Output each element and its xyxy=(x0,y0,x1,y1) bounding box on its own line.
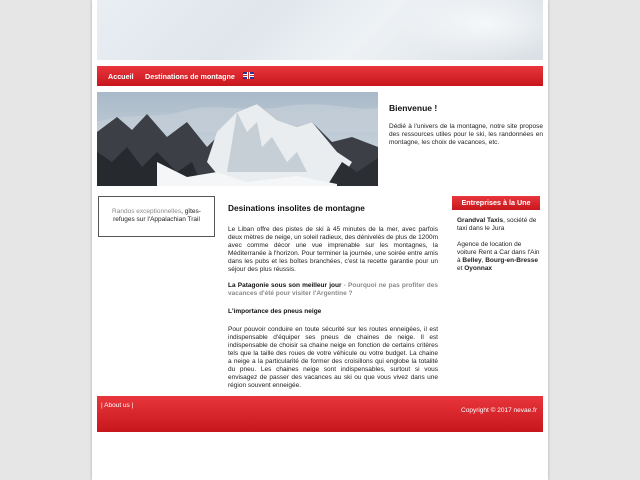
paragraph-liban: Le Liban offre des pistes de ski à 45 minutes de la mer, avec parfois deux mètres de neige, un soleil radieux, des dénivelés de plus de 1200m avec comme décor une vue imprenable sur les montagnes, la Méditerranée à l'horizon. Pour terminer la journée, une soirée entre amis dans les pubs et les boîtes branchées, c'est la recette garantie pour un séjour des plus réussis. xyxy=(228,226,438,273)
pneus-heading: L'importance des pneus neige xyxy=(228,308,322,315)
main-title: Desinations insolites de montagne xyxy=(228,203,365,213)
main-nav xyxy=(97,66,543,86)
taxis-name[interactable]: Grandval Taxis xyxy=(457,217,504,224)
paragraph-patagonie xyxy=(228,282,438,298)
nav-item-accueil[interactable]: Accueil xyxy=(108,72,134,81)
welcome-section xyxy=(389,103,543,147)
city-bourg[interactable]: Bourg-en-Bresse xyxy=(485,257,538,264)
sidebar-item-rentacar xyxy=(452,241,542,273)
rentacar-sep: , xyxy=(481,257,486,264)
main-content xyxy=(228,203,438,390)
randos-link[interactable]: Randos exceptionnelles xyxy=(112,208,182,215)
mountain-illustration xyxy=(97,92,378,186)
welcome-text: Dédié à l'univers de la montagne, notre site propose des ressources utiles pour le ski, les randonnées en montagne, les choix de vacances, etc. xyxy=(389,123,543,146)
banner-snow-highlight xyxy=(397,0,543,60)
left-promo-box xyxy=(98,196,215,237)
paragraph-pneus: Pour pouvoir conduire en toute sécurité sur les routes enneigées, il est indispensable d'équiper ses pneus de chaines de neige. Il est indispensable de choisir sa chaine neige en fonction de certains critères tels que la taille des roues de votre véhicule ou votre budget. La chaine a neige a la particularité de former des croisillons qui englobe la totalité du pneu. Les chaines neige sont indispensables, surtout si vous envisagez de passer des vacances au ski ou que vous vivez dans une région souvent enneigée. xyxy=(228,326,438,389)
city-belley[interactable]: Belley xyxy=(462,257,482,264)
sidebar-featured xyxy=(452,196,542,273)
nav-item-destinations[interactable]: Destinations de montagne xyxy=(145,72,235,81)
copyright: Copyright © 2017 nevae.fr xyxy=(461,407,537,414)
hero-mountain-image xyxy=(97,92,378,186)
randos-text: , gîtes-refuges sur l'Appalachian Trail xyxy=(113,208,201,223)
footer-pipe-left: | xyxy=(101,402,105,409)
sidebar-title: Entreprises à la Une xyxy=(452,196,540,210)
patagonie-heading: La Patagonie sous son meilleur jour xyxy=(228,282,342,289)
paragraph-pneus-heading xyxy=(228,308,438,316)
footer-pipe-right: | xyxy=(129,402,134,409)
page-container xyxy=(92,0,548,480)
footer xyxy=(97,396,543,432)
patagonie-link[interactable]: - Pourquoi ne pas profiter des vacances d'été pour visiter l'Argentine ? xyxy=(228,282,438,297)
rentacar-desc: Agence de location de voiture Rent a Car dans l'Ain à xyxy=(457,241,540,264)
header-banner xyxy=(97,0,543,60)
sidebar-item-taxis xyxy=(452,217,542,233)
uk-flag-icon[interactable] xyxy=(243,72,254,79)
footer-links xyxy=(101,402,133,409)
about-us-link[interactable]: About us xyxy=(104,402,130,409)
welcome-title: Bienvenue ! xyxy=(389,103,438,113)
rentacar-and: et xyxy=(457,265,465,272)
city-oyonnax[interactable]: Oyonnax xyxy=(464,265,493,272)
taxis-desc: , société de taxi dans le Jura xyxy=(457,217,537,232)
